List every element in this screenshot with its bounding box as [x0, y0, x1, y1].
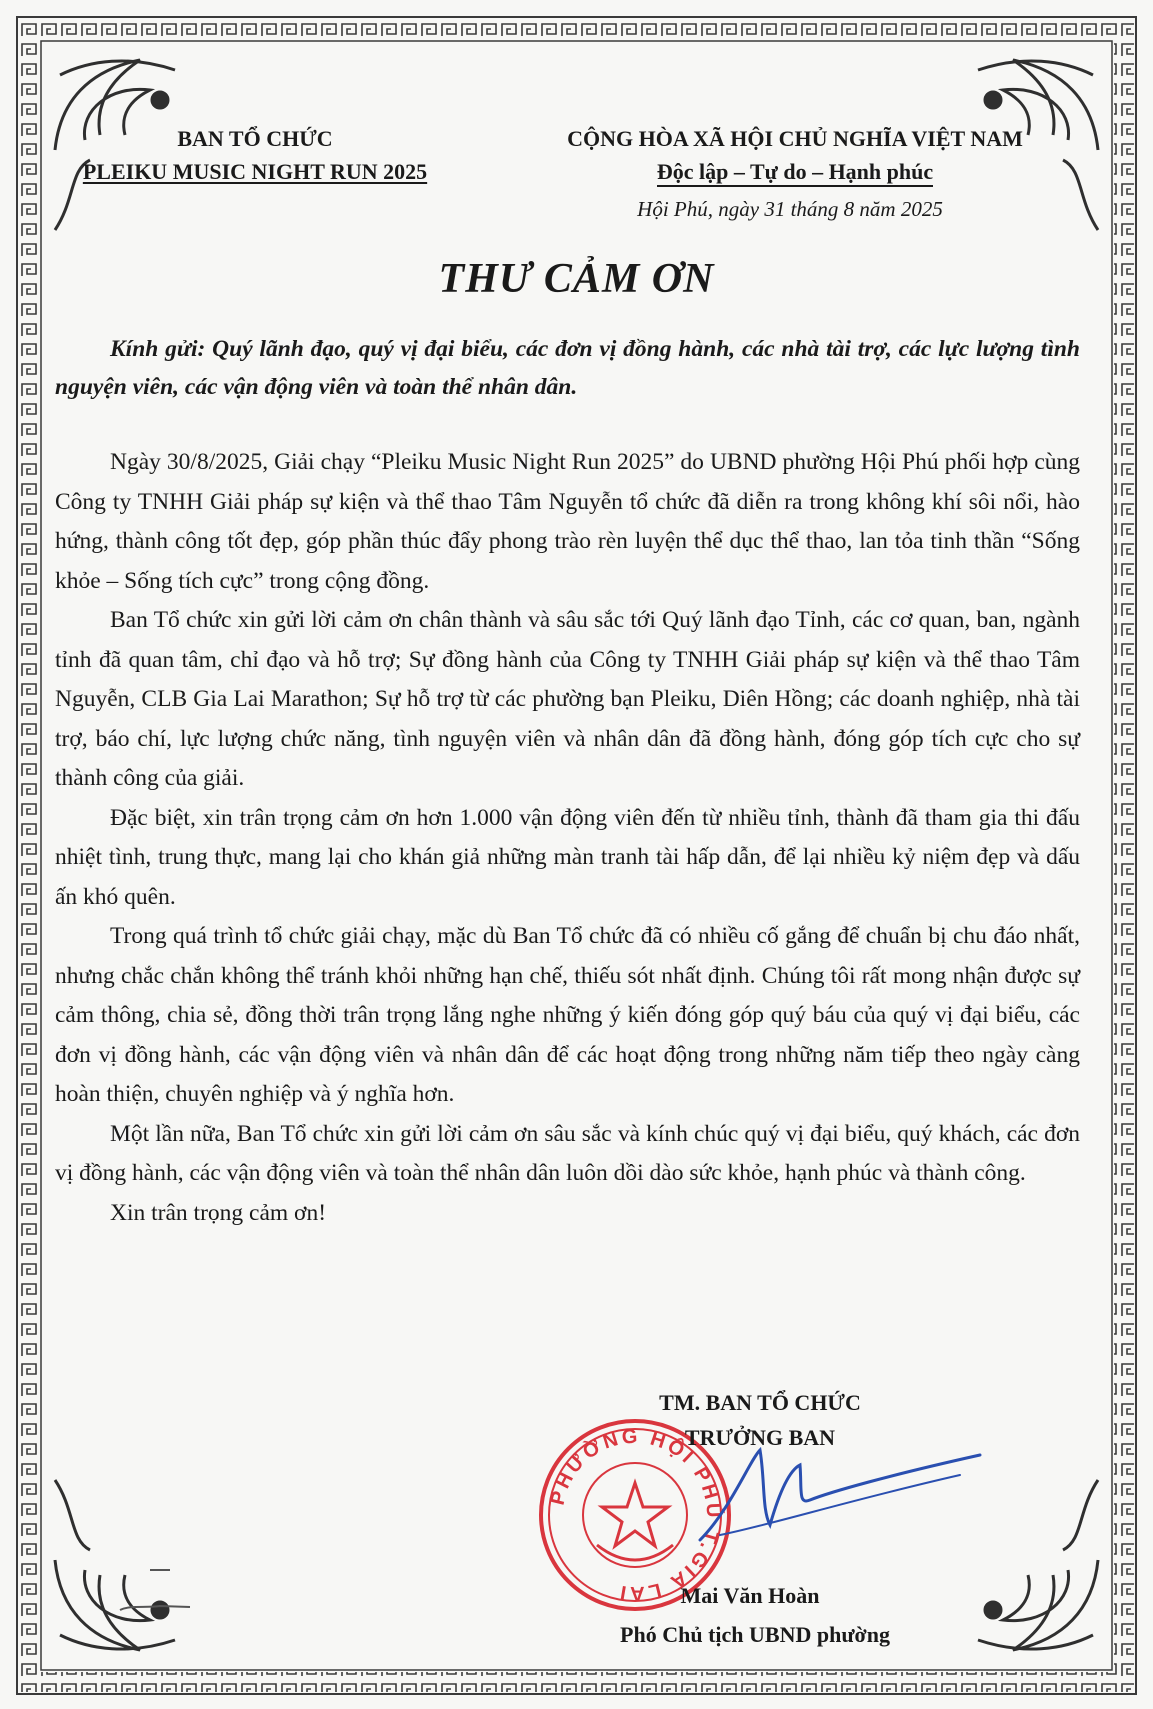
margin-mark	[100, 1560, 210, 1620]
stamp-text: PHƯỜNG HỘI PHÚ T.GIA LAI	[546, 1425, 725, 1605]
signer-name: Mai Văn Hoàn	[680, 1583, 820, 1608]
paragraph: Trong quá trình tổ chức giải chạy, mặc dù Ban Tổ chức đã có nhiều cố gắng để chuẩn bị chu đáo nhất, nhưng chắc chắn không thể tránh khỏi những hạn chế, thiếu sót nhất định. Chúng tôi rất mong nhận được sự cảm thông, chia sẻ, đồng thời trân trọng lắng nghe những ý kiến đóng góp quý báu của quý vị đại biểu, các đơn vị đồng hành, các vận động viên và nhân dân để các hoạt động trong những năm tiếp theo ngày càng hoàn thiện, chuyên nghiệp và ý nghĩa hơn.	[55, 923, 1080, 1107]
letter-body	[55, 443, 1080, 1233]
nation-motto: Độc lập – Tự do – Hạnh phúc	[657, 159, 933, 187]
organizer-header	[55, 122, 455, 188]
salutation: Kính gửi: Quý lãnh đạo, quý vị đại biểu, các đơn vị đồng hành, các nhà tài trợ, các lực lượng tình nguyện viên, các vận động viên và toàn thể nhân dân.	[55, 336, 1080, 400]
organizer-line-2: PLEIKU MUSIC NIGHT RUN 2025	[82, 159, 428, 184]
paragraph: Ban Tổ chức xin gửi lời cảm ơn chân thành và sâu sắc tới Quý lãnh đạo Tỉnh, các cơ quan, ban, ngành tỉnh đã quan tâm, chỉ đạo và hỗ trợ; Sự đồng hành của Công ty TNHH Giải pháp sự kiện và thể thao Tâm Nguyễn, CLB Gia Lai Marathon; Sự hỗ trợ từ các phường bạn Pleiku, Diên Hồng; các doanh nghiệp, nhà tài trợ, báo chí, lực lượng chức năng, tình nguyện viên và nhân dân đã đồng hành, đóng góp tích cực cho sự thành công của giải.	[55, 607, 1080, 791]
paragraph: Một lần nữa, Ban Tổ chức xin gửi lời cảm ơn sâu sắc và kính chúc quý vị đại biểu, quý khách, các đơn vị đồng hành, các vận động viên và toàn thể nhân dân luôn dồi dào sức khỏe, hạnh phúc và thành công.	[55, 1120, 1080, 1186]
organizer-line-1: BAN TỔ CHỨC	[177, 126, 333, 151]
paragraph: Đặc biệt, xin trân trọng cảm ơn hơn 1.000 vận động viên đến từ nhiều tỉnh, thành đã tham gia thi đấu nhiệt tình, trung thực, mang lại cho khán giả những màn tranh tài hấp dẫn, để lại nhiều kỷ niệm đẹp và dấu ấn khó quên.	[55, 804, 1080, 910]
signature-role: TRƯỞNG BAN	[684, 1425, 836, 1450]
signer-position: Phó Chủ tịch UBND phường	[620, 1622, 890, 1647]
date-line: Hội Phú, ngày 31 tháng 8 năm 2025	[637, 197, 943, 221]
corner-ornament-bottom-right	[978, 1480, 1098, 1650]
national-header	[505, 122, 1085, 188]
paragraph: Ngày 30/8/2025, Giải chạy “Pleiku Music Night Run 2025” do UBND phường Hội Phú phối hợp cùng Công ty TNHH Giải pháp sự kiện và thể thao Tâm Nguyễn tổ chức đã diễn ra trong không khí sôi nổi, hào hứng, thành công tốt đẹp, góp phần thúc đẩy phong trào rèn luyện thể dục thể thao, lan tỏa tinh thần “Sống khỏe – Sống tích cực” trong cộng đồng.	[55, 449, 1080, 594]
nation-line-1: CỘNG HÒA XÃ HỘI CHỦ NGHĨA VIỆT NAM	[567, 126, 1023, 151]
letter-title: THƯ CẢM ƠN	[438, 256, 715, 302]
signature-title: TM. BAN TỔ CHỨC	[659, 1390, 861, 1415]
paragraph: Xin trân trọng cảm ơn!	[110, 1199, 327, 1226]
